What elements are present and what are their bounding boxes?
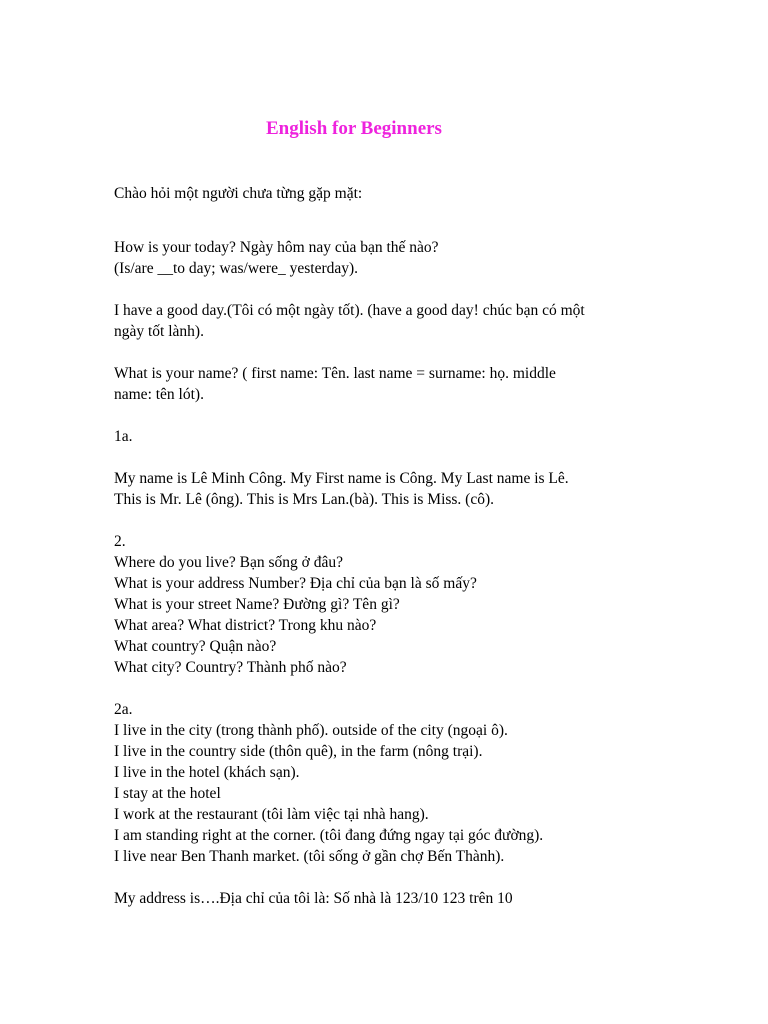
section-good-day — [114, 300, 674, 342]
address-line: My address is….Địa chỉ của tôi là: Số nhà là 123/10 123 trên 10 — [114, 890, 513, 907]
text-line: (Is/are __to day; was/were_ yesterday). — [114, 260, 359, 277]
section-intro — [114, 237, 674, 279]
document-body — [114, 183, 674, 909]
document-title: English for Beginners — [266, 118, 442, 139]
text-line: What is your street Name? Đường gì? Tên gì? — [114, 596, 400, 613]
text-line: I have a good day.(Tôi có một ngày tốt). (have a good day! chúc bạn có một — [114, 302, 585, 319]
section-label-1a: 1a. — [114, 428, 133, 445]
text-line: What city? Country? Thành phố nào? — [114, 659, 347, 676]
section-label-2a: 2a. — [114, 701, 133, 718]
text-line: I am standing right at the corner. (tôi đang đứng ngay tại góc đường). — [114, 827, 544, 844]
text-line: I work at the restaurant (tôi làm việc tại nhà hang). — [114, 806, 429, 823]
spacer — [114, 678, 674, 699]
text-line: I live in the city (trong thành phố). outside of the city (ngoại ô). — [114, 722, 508, 739]
text-line: name: tên lót). — [114, 386, 204, 403]
spacer — [114, 510, 674, 531]
spacer — [114, 447, 674, 468]
text-line: I stay at the hotel — [114, 785, 221, 802]
text-line: ngày tốt lành). — [114, 323, 204, 340]
section-2a — [114, 720, 674, 867]
text-line: What area? What district? Trong khu nào? — [114, 617, 377, 634]
section-2 — [114, 552, 674, 678]
text-line: I live near Ben Thanh market. (tôi sống ở gần chợ Bến Thành). — [114, 848, 505, 865]
text-line: What country? Quận nào? — [114, 638, 277, 655]
text-line: I live in the country side (thôn quê), in the farm (nông trại). — [114, 743, 483, 760]
spacer — [114, 204, 674, 237]
section-1a — [114, 468, 674, 510]
spacer — [114, 405, 674, 426]
text-line: What is your address Number? Địa chỉ của bạn là số mấy? — [114, 575, 477, 592]
section-label-2: 2. — [114, 533, 126, 550]
spacer — [114, 867, 674, 888]
greeting-heading: Chào hỏi một người chưa từng gặp mặt: — [114, 185, 363, 202]
spacer — [114, 279, 674, 300]
text-line: How is your today? Ngày hôm nay của bạn thế nào? — [114, 239, 439, 256]
text-line: Where do you live? Bạn sống ở đâu? — [114, 554, 344, 571]
text-line: I live in the hotel (khách sạn). — [114, 764, 300, 781]
text-line: This is Mr. Lê (ông). This is Mrs Lan.(bà). This is Miss. (cô). — [114, 491, 495, 508]
section-name — [114, 363, 674, 405]
spacer — [114, 342, 674, 363]
text-line: My name is Lê Minh Công. My First name is Công. My Last name is Lê. — [114, 470, 569, 487]
text-line: What is your name? ( first name: Tên. last name = surname: họ. middle — [114, 365, 556, 382]
